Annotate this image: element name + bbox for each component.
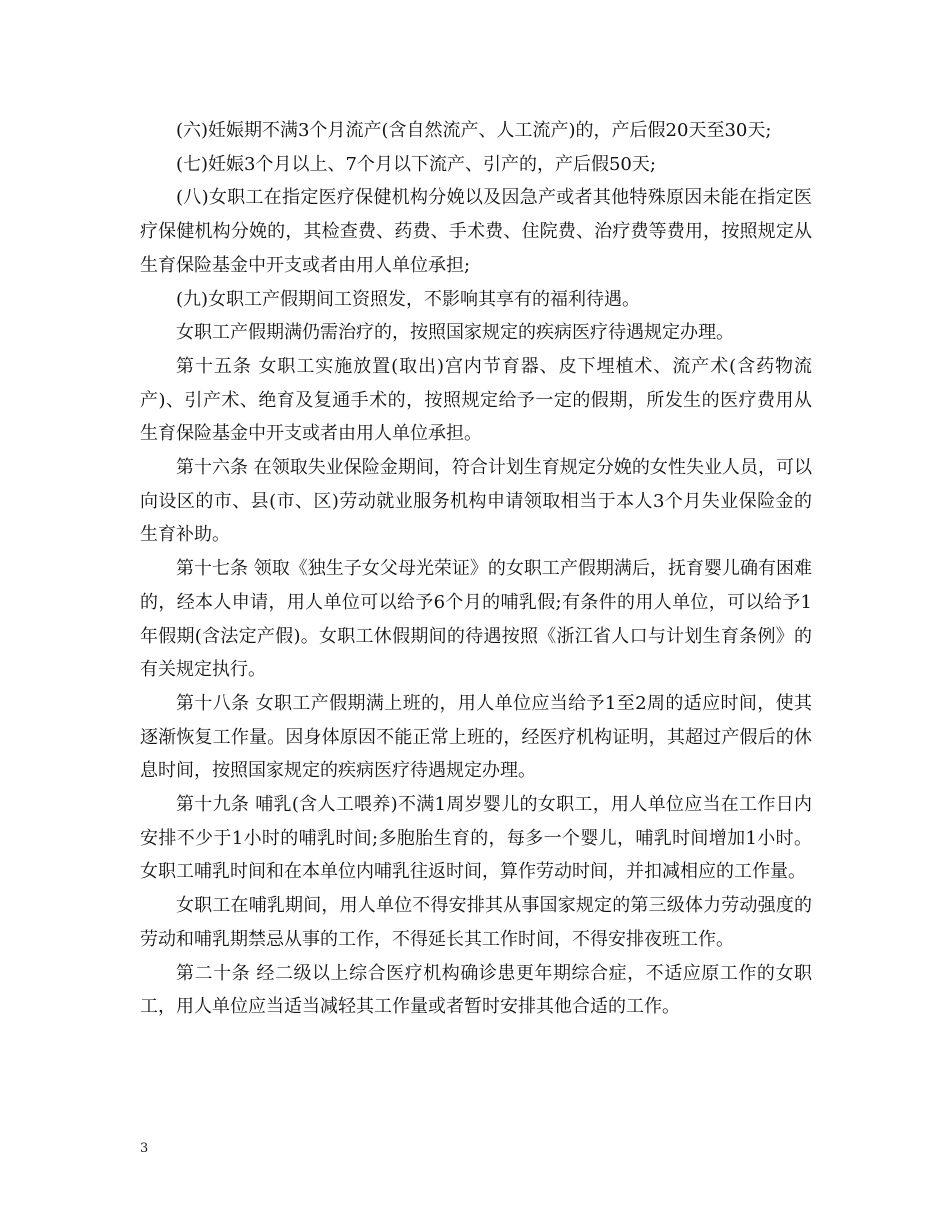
paragraph-article-18: 第十八条 女职工产假期满上班的，用人单位应当给予1至2周的适应时间，使其逐渐恢复工作量。因身体原因不能正常上班的，经医疗机构证明，其超过产假后的休息时间，按照国家规定的疾病医疗待遇规定办理。 bbox=[140, 692, 812, 782]
paragraph-article-20: 第二十条 经二级以上综合医疗机构确诊患更年期综合症，不适应原工作的女职工，用人单位应当适当减轻其工作量或者暂时安排其他合适的工作。 bbox=[140, 962, 812, 1018]
paragraph-item-6: (六)妊娠期不满3个月流产(含自然流产、人工流产)的，产后假20天至30天; bbox=[176, 120, 772, 141]
paragraph-item-9: (九)女职工产假期间工资照发，不影响其享有的福利待遇。 bbox=[176, 288, 641, 310]
paragraph-treatment-after-leave: 女职工产假期满仍需治疗的，按照国家规定的疾病医疗待遇规定办理。 bbox=[176, 322, 734, 344]
paragraph-lactation-restrictions: 女职工在哺乳期间，用人单位不得安排其从事国家规定的第三级体力劳动强度的劳动和哺乳期禁忌从事的工作，不得延长其工作时间，不得安排夜班工作。 bbox=[140, 895, 812, 950]
page-number: 3 bbox=[140, 1141, 149, 1156]
document-body bbox=[140, 114, 812, 1024]
paragraph-article-19: 第十九条 哺乳(含人工喂养)不满1周岁婴儿的女职工，用人单位应当在工作日内安排不少于1小时的哺乳时间;多胞胎生育的，每多一个婴儿，哺乳时间增加1小时。女职工哺乳时间和在本单位内哺乳往返时间，算作劳动时间，并扣减相应的工作量。 bbox=[140, 794, 812, 883]
paragraph-article-15: 第十五条 女职工实施放置(取出)宫内节育器、皮下埋植术、流产术(含药物流产)、引产术、绝育及复通手术的，按照规定给予一定的假期，所发生的医疗费用从生育保险基金中开支或者由用人单位承担。 bbox=[140, 355, 812, 445]
paragraph-article-16: 第十六条 在领取失业保险金期间，符合计划生育规定分娩的女性失业人员，可以向设区的市、县(市、区)劳动就业服务机构申请领取相当于本人3个月失业保险金的生育补助。 bbox=[140, 457, 812, 546]
paragraph-item-8: (八)女职工在指定医疗保健机构分娩以及因急产或者其他特殊原因未能在指定医疗保健机构分娩的，其检查费、药费、手术费、住院费、治疗费等费用，按照规定从生育保险基金中开支或者由用人单位承担; bbox=[140, 187, 812, 276]
paragraph-item-7: (七)妊娠3个月以上、7个月以下流产、引产的，产后假50天; bbox=[176, 153, 656, 175]
paragraph-article-17: 第十七条 领取《独生子女父母光荣证》的女职工产假期满后，抚育婴儿确有困难的，经本人申请，用人单位可以给予6个月的哺乳假;有条件的用人单位，可以给予1年假期(含法定产假)。女职工休假期间的待遇按照《浙江省人口与计划生育条例》的有关规定执行。 bbox=[140, 558, 812, 681]
